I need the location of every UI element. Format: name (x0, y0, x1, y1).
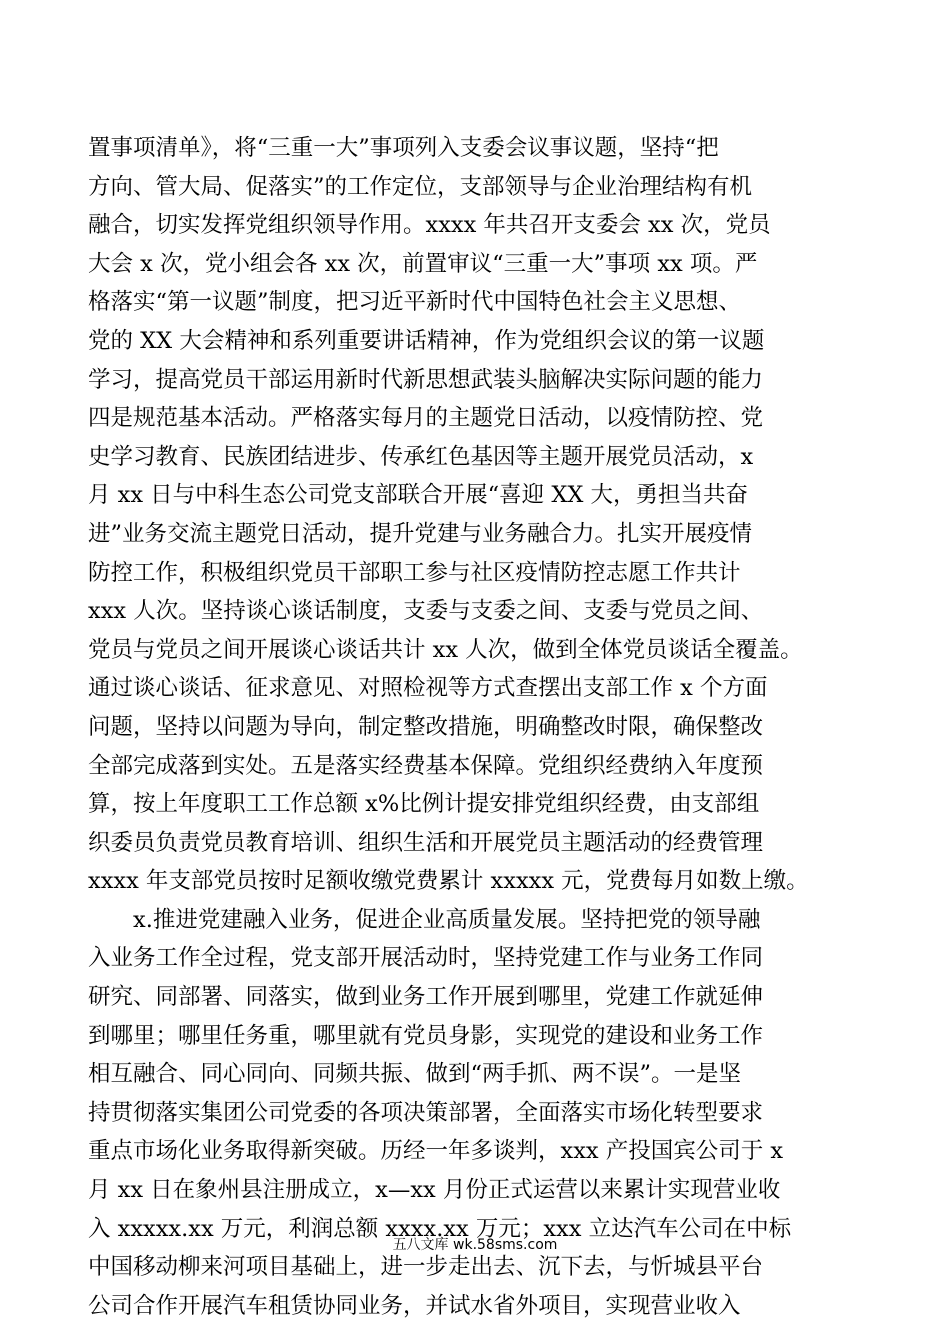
text-line: 到哪里；哪里任务重，哪里就有党员身影，实现党的建设和业务工作 (88, 1022, 764, 1049)
text-line: 中国移动柳来河项目基础上，进一步走出去、沉下去，与忻城县平台 (88, 1254, 764, 1281)
text-line: 四是规范基本活动。严格落实每月的主题党日活动，以疫情防控、党 (88, 405, 764, 432)
text-line: 通过谈心谈话、征求意见、对照检视等方式查摆出支部工作 x 个方面 (88, 675, 768, 702)
text-line: 织委员负责党员教育培训、组织生活和开展党员主题活动的经费管理 (88, 829, 764, 856)
text-line: 算，按上年度职工工作总额 x%比例计提安排党组织经费，由支部组 (88, 791, 760, 818)
text-line: 防控工作，积极组织党员干部职工参与社区疫情防控志愿工作共计 (88, 559, 741, 586)
text-line: 问题，坚持以问题为导向，制定整改措施，明确整改时限，确保整改 (88, 713, 764, 740)
text-line: 格落实“第一议题”制度，把习近平新时代中国特色社会主义思想、 (88, 289, 742, 316)
text-line: 置事项清单》，将“三重一大”事项列入支委会议事议题，坚持“把 (88, 135, 719, 161)
text-line: 相互融合、同心同向、同频共振、做到“两手抓、两不误”。一是坚 (88, 1061, 742, 1088)
text-line: 公司合作开展汽车租赁协同业务，并试水省外项目，实现营业收入 (88, 1292, 741, 1319)
text-line: 月 xx 日与中科生态公司党支部联合开展“喜迎 XX 大，勇担当共奋 (88, 482, 749, 509)
text-line: xxx 人次。坚持谈心谈话制度，支委与支委之间、支委与党员之间、 (88, 598, 764, 625)
text-line: 重点市场化业务取得新突破。历经一年多谈判，xxx 产投国宾公司于 x (88, 1138, 784, 1165)
text-line: 全部完成落到实处。五是落实经费基本保障。党组织经费纳入年度预 (88, 752, 764, 779)
text-line: 入 xxxxx.xx 万元，利润总额 xxxx.xx 万元；xxx 立达汽车公司在中标 (88, 1215, 792, 1242)
text-line: xxxx 年支部党员按时足额收缴党费累计 xxxxx 元，党费每月如数上缴。 (88, 868, 809, 895)
body-text (88, 129, 868, 1325)
text-line: 进”业务交流主题党日活动，提升党建与业务融合力。扎实开展疫情 (88, 520, 753, 547)
footer-watermark: 五八文库 wk.58sms.com (392, 1237, 558, 1253)
text-line: 持贯彻落实集团公司党委的各项决策部署，全面落实市场化转型要求 (88, 1099, 764, 1126)
paragraph-start-line: x.推进党建融入业务，促进企业高质量发展。坚持把党的领导融 (88, 906, 761, 933)
text-line: 党的 XX 大会精神和系列重要讲话精神，作为党组织会议的第一议题 (88, 327, 765, 354)
text-line: 入业务工作全过程，党支部开展活动时，坚持党建工作与业务工作同 (88, 945, 764, 972)
text-line: 研究、同部署、同落实，做到业务工作开展到哪里，党建工作就延伸 (88, 984, 764, 1011)
text-line: 方向、管大局、促落实”的工作定位，支部领导与企业治理结构有机 (88, 173, 753, 200)
text-line: 融合，切实发挥党组织领导作用。xxxx 年共召开支委会 xx 次，党员 (88, 212, 771, 239)
text-line: 史学习教育、民族团结进步、传承红色基因等主题开展党员活动，x (88, 443, 754, 470)
text-line: 学习，提高党员干部运用新时代新思想武装头脑解决实际问题的能力 (88, 366, 764, 393)
text-line: 大会 x 次，党小组会各 xx 次，前置审议“三重一大”事项 xx 项。严 (88, 250, 758, 277)
text-line: 月 xx 日在象州县注册成立，x—xx 月份正式运营以来累计实现营业收 (88, 1177, 781, 1204)
text-line: 党员与党员之间开展谈心谈话共计 xx 人次，做到全体党员谈话全覆盖。 (88, 636, 803, 663)
